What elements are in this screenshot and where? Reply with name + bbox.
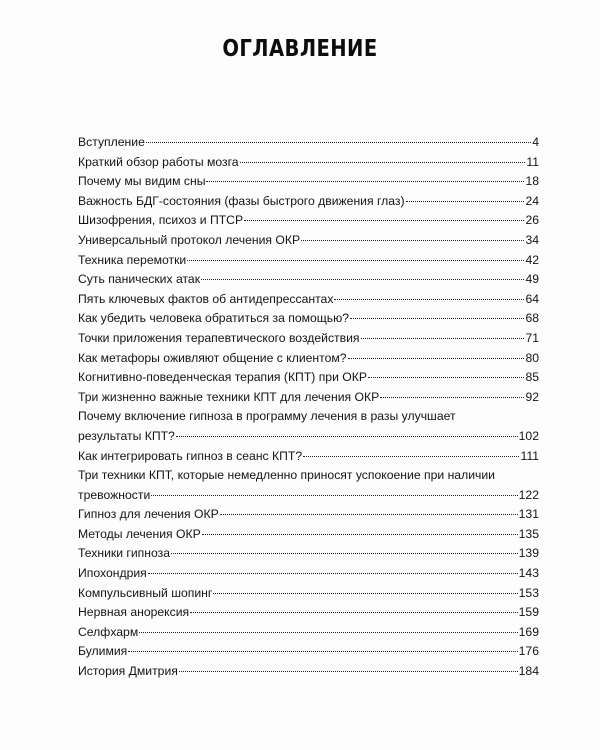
toc-page-number: 159 bbox=[518, 605, 539, 620]
toc-entry-14 bbox=[78, 388, 539, 408]
dot-leader bbox=[202, 534, 518, 535]
toc-entry-4 bbox=[78, 192, 539, 212]
toc-entry-5 bbox=[78, 211, 539, 231]
toc-entry-label: Пять ключевых фактов об антидепрессантах bbox=[78, 291, 334, 306]
dot-leader bbox=[348, 358, 525, 359]
toc-page-number: 80 bbox=[525, 350, 539, 365]
dot-leader bbox=[240, 162, 526, 163]
toc-entry-label: Компульсивный шопинг bbox=[78, 585, 213, 600]
toc-entry-22 bbox=[78, 584, 539, 604]
toc-page-number: 92 bbox=[525, 389, 539, 404]
toc-entry-15 bbox=[78, 407, 539, 446]
toc-entry-11 bbox=[78, 329, 539, 349]
dot-leader bbox=[187, 260, 524, 261]
toc-entry-label: История Дмитрия bbox=[78, 664, 178, 679]
toc-page-number: 131 bbox=[518, 507, 539, 522]
toc-page-number: 176 bbox=[518, 644, 539, 659]
dot-leader bbox=[213, 593, 517, 594]
toc-entry-label: результаты КПТ? bbox=[78, 428, 175, 443]
toc-entry-label: Краткий обзор работы мозга bbox=[78, 154, 239, 169]
dot-leader bbox=[179, 671, 518, 672]
toc-entry-9 bbox=[78, 290, 539, 310]
toc-page-number: 42 bbox=[525, 252, 539, 267]
toc-entry-23 bbox=[78, 603, 539, 623]
toc-page-number: 64 bbox=[525, 291, 539, 306]
dot-leader bbox=[176, 436, 518, 437]
toc-entry-label: Вступление bbox=[78, 135, 145, 149]
dot-leader bbox=[171, 553, 518, 554]
toc-entry-label: Селфхарм bbox=[78, 624, 139, 639]
dot-leader bbox=[301, 240, 524, 241]
toc-entry-7 bbox=[78, 251, 539, 271]
toc-entry-24 bbox=[78, 623, 539, 643]
toc-entry-26 bbox=[78, 662, 539, 682]
toc-entry-18 bbox=[78, 505, 539, 525]
toc-entry-label: Суть панических атак bbox=[78, 272, 201, 287]
toc-entry-label: Как убедить человека обратиться за помощью? bbox=[78, 311, 350, 326]
toc-page-number: 49 bbox=[525, 272, 539, 287]
dot-leader bbox=[380, 397, 524, 398]
toc-page-number: 4 bbox=[532, 135, 539, 149]
toc-page-number: 139 bbox=[518, 546, 539, 561]
toc-entry-label: Нервная анорексия bbox=[78, 605, 190, 620]
toc-page-number: 102 bbox=[518, 428, 539, 443]
dot-leader bbox=[406, 201, 525, 202]
toc-page-number: 11 bbox=[526, 154, 539, 169]
toc-page-number: 169 bbox=[518, 624, 539, 639]
dot-leader bbox=[350, 318, 524, 319]
toc-entry-label: Почему мы видим сны bbox=[78, 174, 206, 189]
toc-entry-label: Как интегрировать гипноз в сеанс КПТ? bbox=[78, 448, 303, 463]
page-title: ОГЛАВЛЕНИЕ bbox=[222, 36, 378, 62]
toc-entry-label-line1: Три техники КПТ, которые немедленно приносят успокоение при наличии bbox=[78, 468, 495, 483]
dot-leader bbox=[139, 632, 517, 633]
dot-leader bbox=[206, 181, 524, 182]
toc-page-number: 68 bbox=[525, 311, 539, 326]
toc-entry-label: Шизофрения, психоз и ПТСР bbox=[78, 213, 244, 228]
toc-page-number: 34 bbox=[525, 232, 539, 247]
toc-page-number: 71 bbox=[525, 330, 539, 345]
toc-entry-label: Универсальный протокол лечения ОКР bbox=[78, 232, 301, 247]
toc-entry-10 bbox=[78, 309, 539, 329]
dot-leader bbox=[334, 299, 524, 300]
toc-entry-21 bbox=[78, 564, 539, 584]
toc-page-number: 153 bbox=[518, 585, 539, 600]
toc-page-number: 122 bbox=[518, 487, 539, 502]
toc-entry-19 bbox=[78, 525, 539, 545]
dot-leader bbox=[128, 651, 517, 652]
dot-leader bbox=[220, 514, 518, 515]
dot-leader bbox=[361, 338, 525, 339]
toc-entry-label: Ипохондрия bbox=[78, 566, 147, 581]
toc-entry-label: Три жизненно важные техники КПТ для лечения ОКР bbox=[78, 389, 380, 404]
dot-leader bbox=[148, 573, 518, 574]
toc-entry-2 bbox=[78, 153, 539, 173]
toc-entry-label: Техника перемотки bbox=[78, 252, 187, 267]
toc-page-number: 184 bbox=[518, 664, 539, 679]
toc-entry-8 bbox=[78, 270, 539, 290]
toc-entry-17 bbox=[78, 466, 539, 505]
toc-entry-13 bbox=[78, 368, 539, 388]
toc-page-number: 18 bbox=[525, 174, 539, 189]
toc-entry-20 bbox=[78, 544, 539, 564]
toc-page-number: 111 bbox=[520, 448, 539, 463]
toc-entry-label: Точки приложения терапевтического воздействия bbox=[78, 330, 360, 345]
toc-entry-label: Методы лечения ОКР bbox=[78, 526, 201, 541]
toc-page-number: 85 bbox=[525, 370, 539, 385]
toc-entry-label: Техники гипноза bbox=[78, 546, 171, 561]
table-of-contents bbox=[78, 133, 539, 682]
toc-entry-1 bbox=[78, 133, 539, 153]
toc-entry-label: Гипноз для лечения ОКР bbox=[78, 507, 219, 522]
toc-entry-label: тревожности bbox=[78, 487, 151, 502]
toc-entry-label: Булимия bbox=[78, 644, 128, 659]
dot-leader bbox=[201, 279, 524, 280]
dot-leader bbox=[244, 220, 524, 221]
toc-page-number: 24 bbox=[525, 193, 539, 208]
toc-entry-label: Важность БДГ-состояния (фазы быстрого движения глаз) bbox=[78, 193, 405, 208]
toc-entry-label-line1: Почему включение гипноза в программу лечения в разы улучшает bbox=[78, 409, 456, 424]
dot-leader bbox=[146, 142, 531, 143]
toc-entry-16 bbox=[78, 447, 539, 467]
toc-entry-6 bbox=[78, 231, 539, 251]
toc-entry-label: Как метафоры оживляют общение с клиентом? bbox=[78, 350, 347, 365]
toc-entry-3 bbox=[78, 172, 539, 192]
toc-entry-25 bbox=[78, 642, 539, 662]
dot-leader bbox=[190, 612, 518, 613]
toc-entry-12 bbox=[78, 349, 539, 369]
toc-page-number: 135 bbox=[518, 526, 539, 541]
toc-page-number: 143 bbox=[518, 566, 539, 581]
toc-entry-label: Когнитивно-поведенческая терапия (КПТ) при ОКР bbox=[78, 370, 367, 385]
dot-leader bbox=[151, 495, 517, 496]
dot-leader bbox=[368, 377, 524, 378]
dot-leader bbox=[303, 456, 519, 457]
toc-page-number: 26 bbox=[525, 213, 539, 228]
